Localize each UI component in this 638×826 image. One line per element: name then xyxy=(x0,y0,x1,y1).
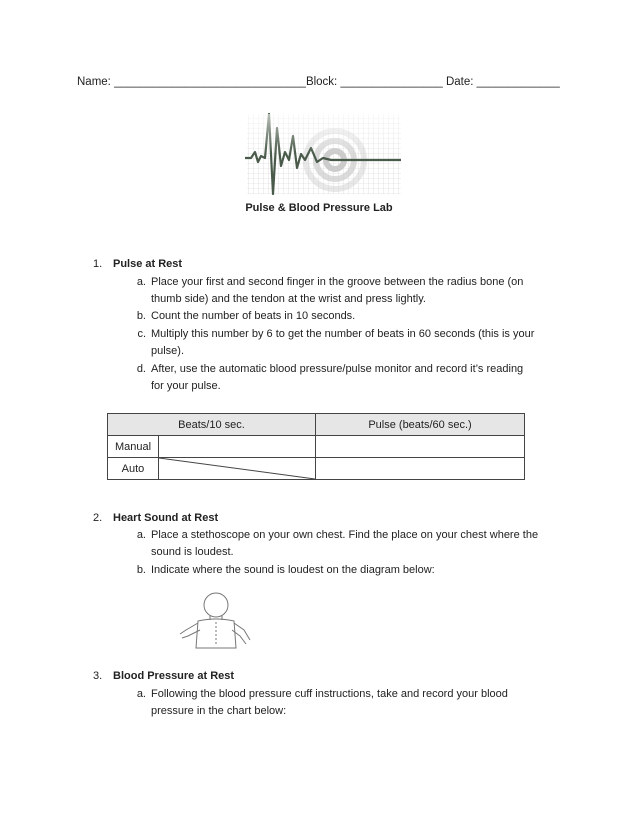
item-text-line-2: thumb side) and the tendon at the wrist and press lightly. xyxy=(151,293,426,305)
section-3-title: Blood Pressure at Rest xyxy=(113,670,235,682)
section-3-item-a xyxy=(130,686,590,720)
manual-pulse-cell[interactable] xyxy=(316,436,525,458)
item-text-line-1: Place a stethoscope on your own chest. Find the place on your chest where the xyxy=(151,529,539,541)
item-letter: b. xyxy=(136,564,146,576)
item-text-line-1: Place your first and second finger in the groove between the radius bone (on xyxy=(151,276,524,288)
item-text-line-1: Multiply this number by 6 to get the number of beats in 60 seconds (this is your xyxy=(151,328,535,340)
body-torso-outline-icon[interactable] xyxy=(176,590,256,654)
item-text-line-1: Indicate where the sound is loudest on the diagram below: xyxy=(151,564,435,576)
item-letter: b. xyxy=(136,310,146,322)
section-2-item-b xyxy=(130,562,590,579)
table-header-row xyxy=(108,414,525,436)
table-row xyxy=(108,436,525,458)
ecg-heartbeat-icon xyxy=(243,108,403,196)
item-letter: a. xyxy=(136,688,146,700)
section-3-number: 3. xyxy=(93,670,103,682)
item-text-line-1: After, use the automatic blood pressure/pulse monitor and record it’s reading xyxy=(151,363,524,375)
auto-beats-cell-crossed xyxy=(159,458,316,480)
item-text-line-1: Following the blood pressure cuff instructions, take and record your blood xyxy=(151,688,508,700)
section-2-item-a xyxy=(130,527,590,561)
header-cell-beats: Beats/10 sec. xyxy=(108,414,316,436)
row-label-auto: Auto xyxy=(108,458,159,480)
cross-out-line xyxy=(159,458,315,479)
section-1-number: 1. xyxy=(93,258,103,270)
manual-beats-cell[interactable] xyxy=(159,436,316,458)
item-letter: d. xyxy=(136,363,146,375)
auto-pulse-cell[interactable] xyxy=(316,458,525,480)
section-1-item-b xyxy=(130,308,590,325)
row-label-manual: Manual xyxy=(108,436,159,458)
header-fields-line: Name: ______________________________Block: ________________ Date: _____________ xyxy=(77,76,560,88)
section-2-number: 2. xyxy=(93,512,103,524)
page-title: Pulse & Blood Pressure Lab xyxy=(245,202,393,214)
item-text-line-2: for your pulse. xyxy=(151,380,221,392)
section-1-item-d xyxy=(130,361,590,395)
item-text-line-2: pulse). xyxy=(151,345,185,357)
section-1-title: Pulse at Rest xyxy=(113,258,183,270)
section-1-item-c xyxy=(130,326,590,360)
section-1-item-a xyxy=(130,274,590,308)
item-text-line-2: pressure in the chart below: xyxy=(151,705,287,717)
item-text-line-1: Count the number of beats in 10 seconds. xyxy=(151,310,356,322)
item-text-line-2: sound is loudest. xyxy=(151,546,234,558)
table-row xyxy=(108,458,525,480)
item-letter: a. xyxy=(136,529,146,541)
pulse-table xyxy=(107,413,525,480)
item-letter: c. xyxy=(137,328,146,340)
item-letter: a. xyxy=(136,276,146,288)
header-cell-pulse: Pulse (beats/60 sec.) xyxy=(316,414,525,436)
section-2-title: Heart Sound at Rest xyxy=(113,512,219,524)
